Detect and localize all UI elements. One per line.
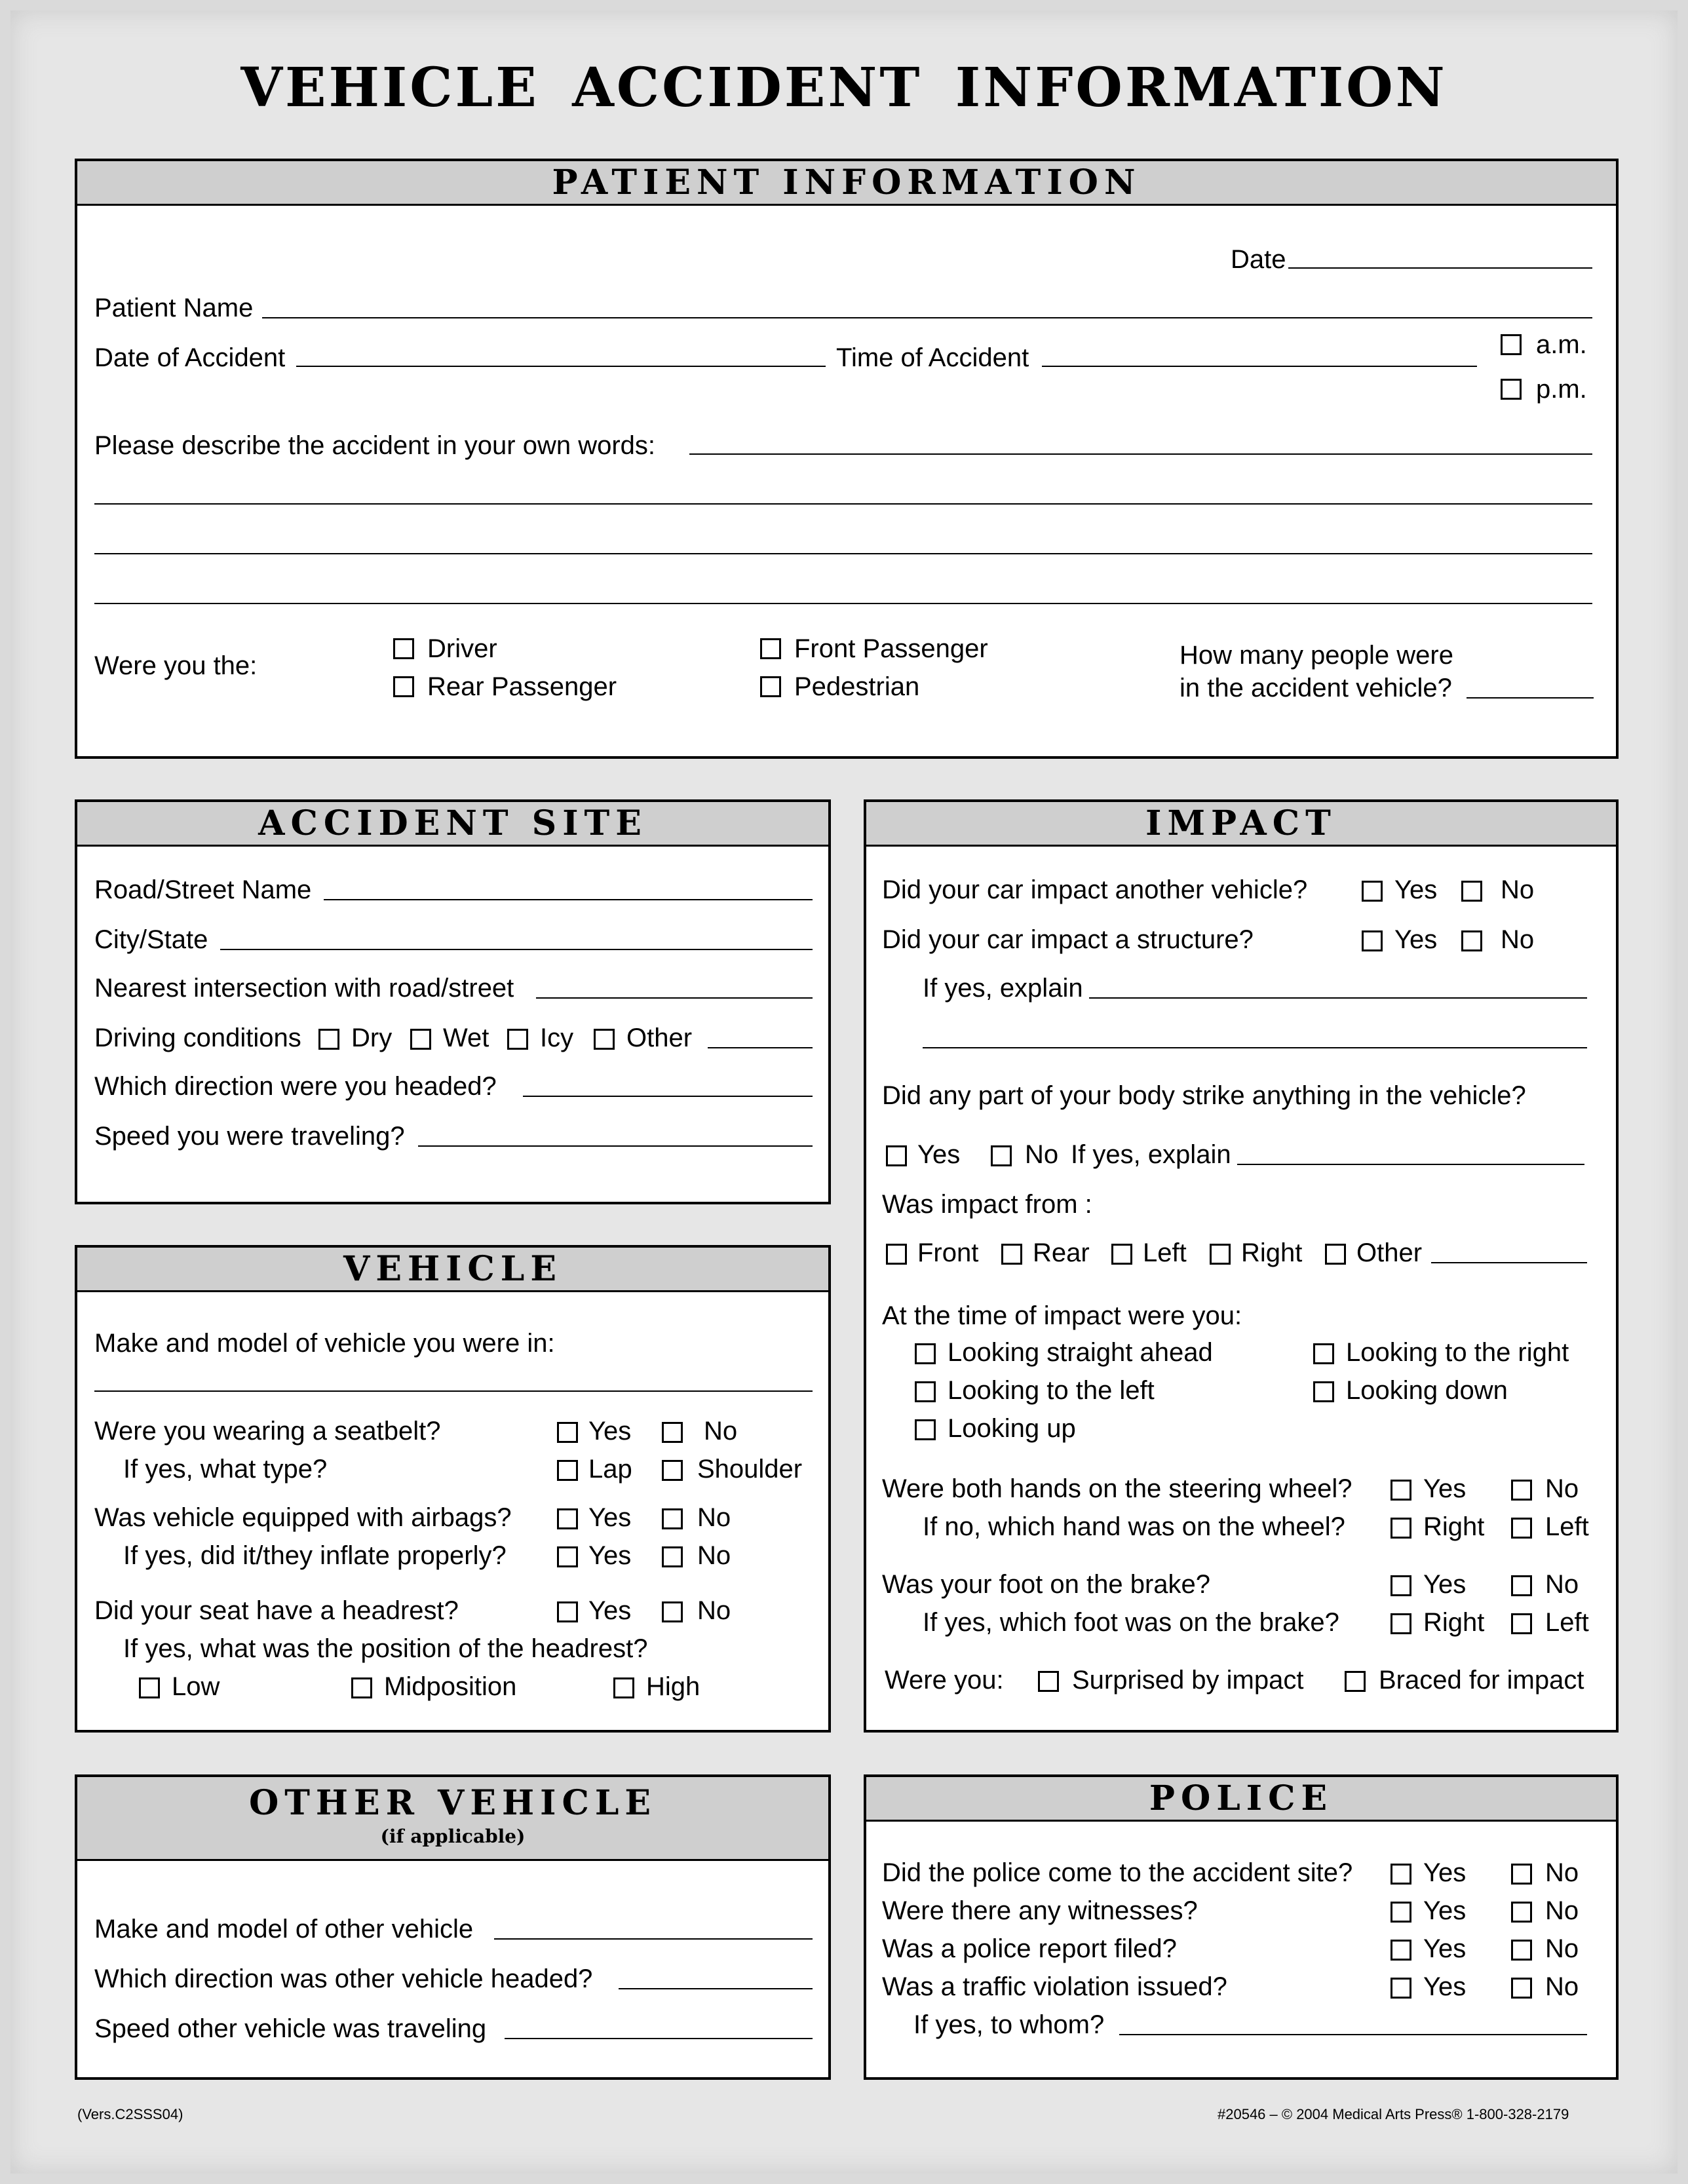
describe-line-2[interactable] [94, 503, 1592, 505]
impact-right-checkbox[interactable] [1210, 1244, 1231, 1265]
other-make-label: Make and model of other vehicle [94, 1915, 474, 1944]
pm-checkbox[interactable] [1501, 379, 1522, 400]
were-you-the-label: Were you the: [94, 651, 258, 680]
brake-no-label: No [1545, 1570, 1579, 1599]
police-q4-yes-label: Yes [1423, 1972, 1467, 2001]
impact-other-label: Other [1356, 1238, 1423, 1267]
surprised-label: Surprised by impact [1072, 1666, 1304, 1695]
conditions-label: Driving conditions [94, 1024, 301, 1052]
structure-explain-field[interactable] [1089, 997, 1587, 999]
how-many-field[interactable] [1467, 697, 1594, 699]
brake-yes-checkbox[interactable] [1391, 1575, 1411, 1596]
police-header: POLICE [866, 1777, 1616, 1822]
shoulder-checkbox[interactable] [662, 1460, 683, 1481]
police-q3-no-checkbox[interactable] [1511, 1940, 1532, 1961]
icy-label: Icy [540, 1024, 574, 1052]
police-q1-yes-label: Yes [1423, 1858, 1467, 1887]
patient-information-section [75, 159, 1619, 759]
hands-label: Were both hands on the steering wheel? [882, 1474, 1352, 1503]
hand-left-label: Left [1545, 1512, 1589, 1541]
looking-right-checkbox[interactable] [1313, 1343, 1334, 1364]
headrest-position-label: If yes, what was the position of the headrest? [123, 1634, 648, 1663]
other-direction-label: Which direction was other vehicle headed? [94, 1964, 593, 1993]
headrest-yes-checkbox[interactable] [557, 1601, 578, 1622]
airbags-no-label: No [697, 1503, 731, 1532]
front-passenger-checkbox[interactable] [760, 638, 781, 659]
wet-label: Wet [443, 1024, 489, 1052]
impact-structure-label: Did your car impact a structure? [882, 925, 1254, 954]
city-field[interactable] [220, 949, 813, 950]
police-q4-no-checkbox[interactable] [1511, 1978, 1532, 1999]
looking-right-label: Looking to the right [1346, 1338, 1569, 1367]
impact-structure-no-label: No [1501, 925, 1535, 954]
brake-yes-label: Yes [1423, 1570, 1467, 1599]
police-q2-label: Were there any witnesses? [882, 1896, 1198, 1925]
headrest-low-checkbox[interactable] [139, 1677, 160, 1698]
body-strike-no-label: No [1025, 1140, 1059, 1169]
road-field[interactable] [324, 899, 813, 900]
hand-right-checkbox[interactable] [1391, 1518, 1411, 1539]
inflate-yes-label: Yes [588, 1541, 632, 1570]
lap-label: Lap [588, 1455, 632, 1484]
airbags-yes-label: Yes [588, 1503, 632, 1532]
surprised-checkbox[interactable] [1038, 1671, 1059, 1692]
braced-label: Braced for impact [1379, 1666, 1584, 1695]
impact-right-label: Right [1241, 1238, 1303, 1267]
other-direction-field[interactable] [619, 1988, 813, 1989]
to-whom-field[interactable] [1119, 2034, 1587, 2035]
city-label: City/State [94, 925, 208, 954]
impact-other-field[interactable] [1431, 1262, 1587, 1263]
braced-checkbox[interactable] [1345, 1671, 1366, 1692]
impact-front-label: Front [917, 1238, 979, 1267]
police-section [864, 1774, 1619, 2080]
looking-down-checkbox[interactable] [1313, 1381, 1334, 1402]
police-q3-yes-checkbox[interactable] [1391, 1940, 1411, 1961]
describe-accident-label: Please describe the accident in your own words: [94, 431, 656, 460]
pm-label: p.m. [1536, 375, 1587, 404]
seatbelt-no-label: No [704, 1417, 738, 1446]
form-title: VEHICLE ACCIDENT INFORMATION [240, 56, 1448, 119]
seatbelt-type-label: If yes, what type? [123, 1455, 328, 1484]
which-hand-label: If no, which hand was on the wheel? [923, 1512, 1345, 1541]
impact-vehicle-yes-label: Yes [1394, 875, 1438, 904]
seatbelt-yes-checkbox[interactable] [557, 1422, 578, 1443]
hand-left-checkbox[interactable] [1511, 1518, 1532, 1539]
airbags-label: Was vehicle equipped with airbags? [94, 1503, 512, 1532]
headrest-high-checkbox[interactable] [613, 1677, 634, 1698]
police-q2-yes-checkbox[interactable] [1391, 1902, 1411, 1923]
lap-checkbox[interactable] [557, 1460, 578, 1481]
other-field[interactable] [708, 1047, 813, 1048]
body-strike-yes-checkbox[interactable] [886, 1145, 907, 1166]
police-q2-yes-label: Yes [1423, 1896, 1467, 1925]
body-strike-no-checkbox[interactable] [991, 1145, 1012, 1166]
impact-left-checkbox[interactable] [1111, 1244, 1132, 1265]
other-speed-label: Speed other vehicle was traveling [94, 2014, 487, 2043]
make-model-field[interactable] [94, 1390, 813, 1392]
icy-checkbox[interactable] [507, 1029, 528, 1050]
police-q2-no-checkbox[interactable] [1511, 1902, 1532, 1923]
impact-structure-no-checkbox[interactable] [1461, 930, 1482, 951]
driver-label: Driver [427, 634, 497, 663]
police-q2-no-label: No [1545, 1896, 1579, 1925]
other-vehicle-title: OTHER VEHICLE [248, 1783, 657, 1823]
body-strike-explain-field[interactable] [1237, 1164, 1584, 1165]
police-q1-yes-checkbox[interactable] [1391, 1864, 1411, 1885]
other-vehicle-subtitle: (if applicable) [380, 1826, 526, 1847]
impact-vehicle-label: Did your car impact another vehicle? [882, 875, 1308, 904]
were-you-label: Were you: [885, 1666, 1004, 1695]
impact-vehicle-yes-checkbox[interactable] [1362, 881, 1383, 902]
body-strike-yes-label: Yes [917, 1140, 961, 1169]
police-q4-no-label: No [1545, 1972, 1579, 2001]
inflate-label: If yes, did it/they inflate properly? [123, 1541, 507, 1570]
headrest-yes-label: Yes [588, 1596, 632, 1625]
wet-checkbox[interactable] [410, 1029, 431, 1050]
impact-from-label: Was impact from : [882, 1190, 1092, 1219]
impact-vehicle-no-checkbox[interactable] [1461, 881, 1482, 902]
impact-structure-yes-checkbox[interactable] [1362, 930, 1383, 951]
police-q3-yes-label: Yes [1423, 1934, 1467, 1963]
patient-name-field[interactable] [262, 317, 1592, 318]
brake-no-checkbox[interactable] [1511, 1575, 1532, 1596]
headrest-no-label: No [697, 1596, 731, 1625]
front-passenger-label: Front Passenger [794, 634, 988, 663]
headrest-label: Did your seat have a headrest? [94, 1596, 459, 1625]
version-footer: (Vers.C2SSS04) [77, 2106, 183, 2122]
date-of-accident-field[interactable] [296, 366, 826, 367]
impact-header: IMPACT [866, 802, 1616, 847]
date-of-accident-label: Date of Accident [94, 343, 286, 372]
seatbelt-yes-label: Yes [588, 1417, 632, 1446]
speed-field[interactable] [418, 1145, 813, 1147]
which-foot-label: If yes, which foot was on the brake? [923, 1608, 1339, 1637]
impact-rear-checkbox[interactable] [1001, 1244, 1022, 1265]
looking-straight-checkbox[interactable] [915, 1343, 936, 1364]
headrest-mid-label: Midposition [384, 1672, 517, 1701]
body-strike-label: Did any part of your body strike anything in the vehicle? [882, 1081, 1526, 1110]
other-vehicle-section [75, 1774, 831, 2080]
intersection-label: Nearest intersection with road/street [94, 974, 514, 1003]
police-q3-no-label: No [1545, 1934, 1579, 1963]
vehicle-header: VEHICLE [77, 1248, 828, 1292]
impact-section [864, 799, 1619, 1733]
airbags-yes-checkbox[interactable] [557, 1508, 578, 1529]
intersection-field[interactable] [536, 997, 813, 999]
looking-left-checkbox[interactable] [915, 1381, 936, 1402]
hands-no-label: No [1545, 1474, 1579, 1503]
impact-front-checkbox[interactable] [886, 1244, 907, 1265]
hand-right-label: Right [1423, 1512, 1485, 1541]
road-label: Road/Street Name [94, 875, 312, 904]
hands-yes-checkbox[interactable] [1391, 1480, 1411, 1501]
seatbelt-no-checkbox[interactable] [662, 1422, 683, 1443]
time-of-accident-label: Time of Accident [836, 343, 1029, 372]
rear-passenger-checkbox[interactable] [393, 676, 414, 697]
police-q1-no-label: No [1545, 1858, 1579, 1887]
headrest-high-label: High [646, 1672, 700, 1701]
impact-structure-yes-label: Yes [1394, 925, 1438, 954]
driver-checkbox[interactable] [393, 638, 414, 659]
other-make-field[interactable] [494, 1938, 813, 1940]
direction-field[interactable] [523, 1096, 813, 1097]
to-whom-label: If yes, to whom? [913, 2010, 1105, 2039]
describe-line-1[interactable] [689, 453, 1592, 455]
looking-left-label: Looking to the left [948, 1376, 1155, 1405]
impact-vehicle-no-label: No [1501, 875, 1535, 904]
other-speed-field[interactable] [505, 2038, 813, 2039]
foot-left-checkbox[interactable] [1511, 1613, 1532, 1634]
rear-passenger-label: Rear Passenger [427, 672, 617, 701]
am-label: a.m. [1536, 330, 1587, 359]
police-q3-label: Was a police report filed? [882, 1934, 1177, 1963]
seatbelt-label: Were you wearing a seatbelt? [94, 1417, 441, 1446]
foot-left-label: Left [1545, 1608, 1589, 1637]
looking-up-checkbox[interactable] [915, 1419, 936, 1440]
vehicle-section [75, 1245, 831, 1733]
other-vehicle-header [77, 1777, 828, 1861]
impact-left-label: Left [1143, 1238, 1187, 1267]
structure-explain-label: If yes, explain [923, 974, 1083, 1003]
other-label: Other [626, 1024, 693, 1052]
accident-site-header: ACCIDENT SITE [77, 802, 828, 847]
foot-right-label: Right [1423, 1608, 1485, 1637]
headrest-mid-checkbox[interactable] [351, 1677, 372, 1698]
headrest-low-label: Low [172, 1672, 220, 1701]
copyright-footer: #20546 – © 2004 Medical Arts Press® 1-800-328-2179 [1218, 2106, 1569, 2122]
structure-explain-field-2[interactable] [923, 1047, 1587, 1048]
looking-straight-label: Looking straight ahead [948, 1338, 1213, 1367]
how-many-label-2: in the accident vehicle? [1180, 674, 1452, 702]
impact-rear-label: Rear [1033, 1238, 1090, 1267]
other-checkbox[interactable] [594, 1029, 615, 1050]
time-of-impact-label: At the time of impact were you: [882, 1301, 1242, 1330]
patient-name-label: Patient Name [94, 294, 254, 322]
shoulder-label: Shoulder [697, 1455, 803, 1484]
pedestrian-label: Pedestrian [794, 672, 920, 701]
accident-site-section [75, 799, 831, 1204]
looking-down-label: Looking down [1346, 1376, 1508, 1405]
looking-up-label: Looking up [948, 1414, 1076, 1443]
police-q1-no-checkbox[interactable] [1511, 1864, 1532, 1885]
inflate-no-checkbox[interactable] [662, 1546, 683, 1567]
direction-label: Which direction were you headed? [94, 1072, 497, 1101]
police-q4-label: Was a traffic violation issued? [882, 1972, 1227, 2001]
make-model-label: Make and model of vehicle you were in: [94, 1329, 555, 1358]
hands-yes-label: Yes [1423, 1474, 1467, 1503]
headrest-no-checkbox[interactable] [662, 1601, 683, 1622]
time-of-accident-field[interactable] [1042, 366, 1477, 367]
inflate-yes-checkbox[interactable] [557, 1546, 578, 1567]
patient-information-header: PATIENT INFORMATION [77, 161, 1616, 206]
impact-other-checkbox[interactable] [1325, 1244, 1346, 1265]
airbags-no-checkbox[interactable] [662, 1508, 683, 1529]
how-many-label-1: How many people were [1180, 641, 1453, 670]
foot-right-checkbox[interactable] [1391, 1613, 1411, 1634]
describe-line-3[interactable] [94, 553, 1592, 554]
describe-line-4[interactable] [94, 603, 1592, 604]
dry-checkbox[interactable] [318, 1029, 339, 1050]
body-strike-explain-label: If yes, explain [1071, 1140, 1231, 1169]
hands-no-checkbox[interactable] [1511, 1480, 1532, 1501]
brake-label: Was your foot on the brake? [882, 1570, 1211, 1599]
date-label: Date [1231, 245, 1286, 274]
police-q4-yes-checkbox[interactable] [1391, 1978, 1411, 1999]
inflate-no-label: No [697, 1541, 731, 1570]
speed-label: Speed you were traveling? [94, 1122, 405, 1151]
am-checkbox[interactable] [1501, 334, 1522, 355]
pedestrian-checkbox[interactable] [760, 676, 781, 697]
police-q1-label: Did the police come to the accident site? [882, 1858, 1353, 1887]
dry-label: Dry [351, 1024, 393, 1052]
date-field[interactable] [1288, 267, 1592, 269]
